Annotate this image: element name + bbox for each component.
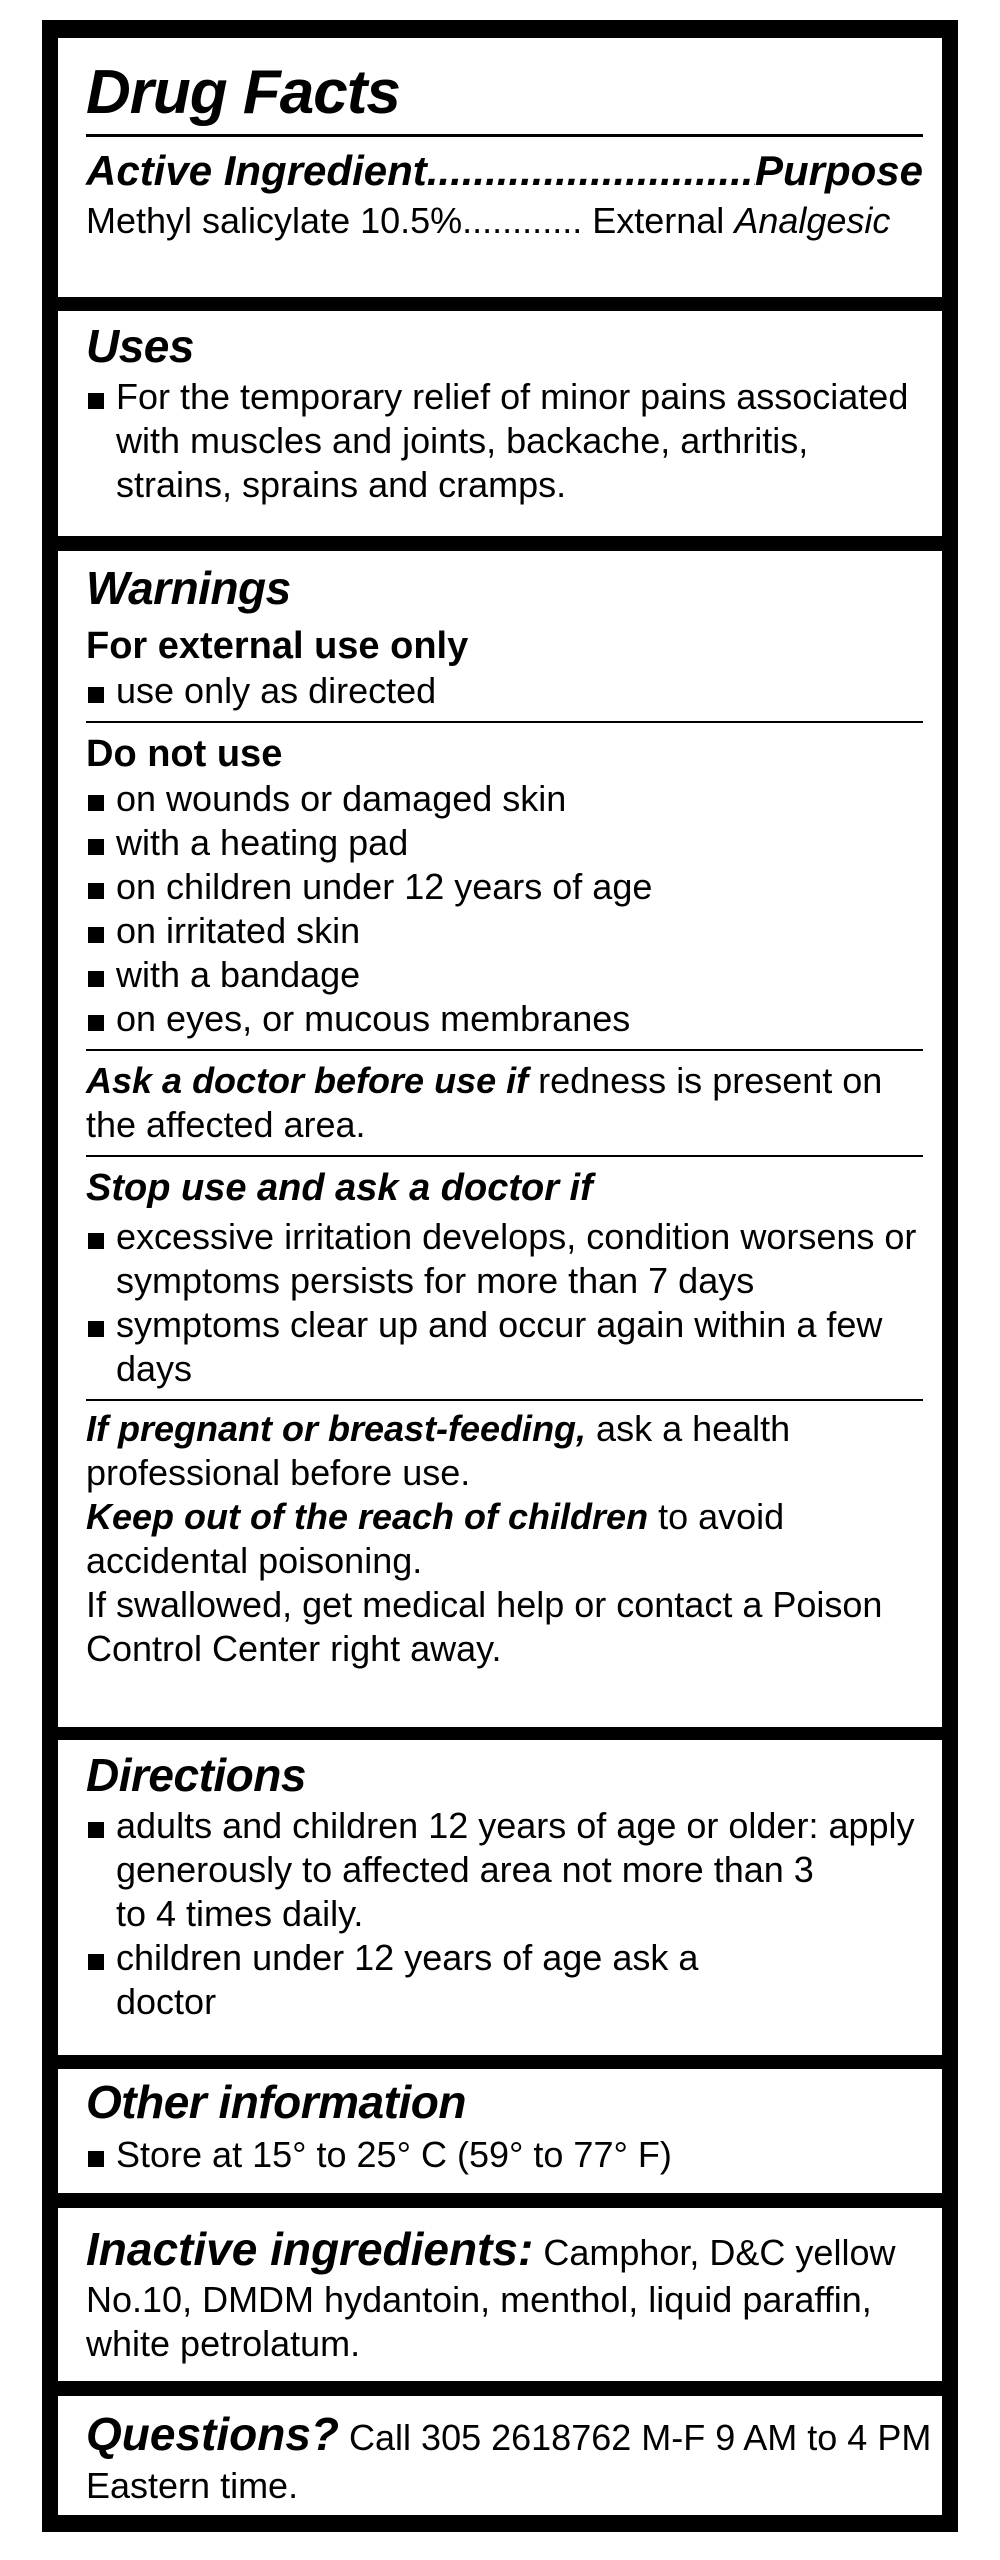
uses-heading: Uses bbox=[86, 320, 194, 372]
page-title: Drug Facts bbox=[86, 58, 400, 127]
directions-panel bbox=[58, 1740, 942, 2055]
uses-line: strains, sprains and cramps. bbox=[116, 464, 567, 505]
questions-panel bbox=[58, 2396, 942, 2515]
purpose-heading: Purpose bbox=[754, 147, 923, 194]
uses-line: with muscles and joints, backache, arthritis, bbox=[116, 420, 809, 461]
directions-line: children under 12 years of age ask a bbox=[116, 1937, 699, 1978]
directions-item bbox=[86, 1804, 924, 1936]
storage-item: Store at 15° to 25° C (59° to 77° F) bbox=[86, 2133, 924, 2177]
do-not-use-item: with a bandage bbox=[86, 953, 924, 997]
section-divider bbox=[86, 721, 923, 723]
active-ingredient-row bbox=[86, 199, 924, 243]
pregnant-line2: professional before use. bbox=[86, 1452, 471, 1493]
active-ingredient-header bbox=[86, 145, 923, 197]
stop-use-heading: Stop use and ask a doctor if bbox=[86, 1167, 593, 1209]
stop-use-line: symptoms clear up and occur again within a few bbox=[116, 1304, 883, 1345]
warnings-panel bbox=[58, 551, 942, 1727]
uses-panel bbox=[58, 311, 942, 536]
swallowed-line: If swallowed, get medical help or contact a Poison bbox=[86, 1584, 883, 1625]
swallowed-line2: Control Center right away. bbox=[86, 1628, 502, 1669]
section-divider bbox=[86, 1399, 923, 1401]
uses-item bbox=[86, 375, 924, 507]
stop-use-item bbox=[86, 1215, 924, 1303]
section-divider bbox=[86, 1155, 923, 1157]
external-use-heading: For external use only bbox=[86, 625, 469, 667]
pregnant-heading: If pregnant or breast-feeding, bbox=[86, 1408, 587, 1449]
inactive-heading: Inactive ingredients: bbox=[86, 2223, 534, 2275]
purpose-value: External bbox=[592, 200, 725, 241]
keep-out-line bbox=[86, 1495, 924, 1539]
do-not-use-item: on eyes, or mucous membranes bbox=[86, 997, 924, 1041]
directions-item bbox=[86, 1936, 924, 2024]
external-use-item: use only as directed bbox=[86, 669, 924, 713]
pregnant-line bbox=[86, 1407, 924, 1451]
questions-line bbox=[86, 2408, 932, 2464]
pregnant-text: ask a health bbox=[586, 1408, 791, 1449]
keep-out-heading: Keep out of the reach of children bbox=[86, 1496, 649, 1537]
active-ingredient-heading: Active Ingredient bbox=[86, 147, 427, 194]
do-not-use-item: on children under 12 years of age bbox=[86, 865, 924, 909]
directions-line: adults and children 12 years of age or older: apply bbox=[116, 1805, 915, 1846]
inactive-ingredients-panel bbox=[58, 2208, 942, 2381]
stop-use-line: symptoms persists for more than 7 days bbox=[116, 1260, 755, 1301]
directions-line: doctor bbox=[116, 1981, 217, 2022]
section-divider bbox=[86, 1049, 923, 1051]
stop-use-line: days bbox=[116, 1348, 193, 1389]
questions-text: Call 305 2618762 M-F 9 AM to 4 PM bbox=[339, 2417, 932, 2458]
ask-doctor-line bbox=[86, 1059, 924, 1103]
ask-doctor-heading: Ask a doctor before use if bbox=[86, 1060, 529, 1101]
drug-facts-label bbox=[42, 20, 958, 2532]
ingredient-name: Methyl salicylate 10.5% bbox=[86, 200, 463, 241]
inactive-line bbox=[86, 2224, 924, 2278]
do-not-use-item: with a heating pad bbox=[86, 821, 924, 865]
keep-out-text: to avoid bbox=[648, 1496, 785, 1537]
questions-heading: Questions? bbox=[86, 2408, 340, 2460]
other-information-panel bbox=[58, 2069, 942, 2193]
inactive-line2: No.10, DMDM hydantoin, menthol, liquid paraffin, bbox=[86, 2279, 872, 2320]
other-information-heading: Other information bbox=[86, 2076, 466, 2128]
keep-out-line2: accidental poisoning. bbox=[86, 1540, 423, 1581]
inactive-line3: white petrolatum. bbox=[86, 2323, 361, 2364]
do-not-use-heading: Do not use bbox=[86, 733, 283, 775]
ask-doctor-line2: the affected area. bbox=[86, 1104, 366, 1145]
leader-dots bbox=[427, 145, 755, 197]
questions-line2: Eastern time. bbox=[86, 2465, 299, 2506]
uses-line: For the temporary relief of minor pains associated bbox=[116, 376, 909, 417]
do-not-use-item: on wounds or damaged skin bbox=[86, 777, 924, 821]
warnings-heading: Warnings bbox=[86, 562, 291, 614]
do-not-use-item: on irritated skin bbox=[86, 909, 924, 953]
directions-line: generously to affected area not more than 3 bbox=[116, 1849, 814, 1890]
purpose-value-italic: Analgesic bbox=[734, 200, 891, 241]
active-ingredient-panel bbox=[58, 38, 942, 297]
stop-use-item bbox=[86, 1303, 924, 1391]
directions-line: to 4 times daily. bbox=[116, 1893, 364, 1934]
directions-heading: Directions bbox=[86, 1749, 306, 1801]
stop-use-line: excessive irritation develops, condition worsens or bbox=[116, 1216, 917, 1257]
title-divider bbox=[86, 134, 923, 137]
inactive-text: Camphor, D&C yellow bbox=[533, 2232, 896, 2273]
ingredient-dots: ............ bbox=[462, 200, 583, 241]
ask-doctor-text: redness is present on bbox=[528, 1060, 883, 1101]
